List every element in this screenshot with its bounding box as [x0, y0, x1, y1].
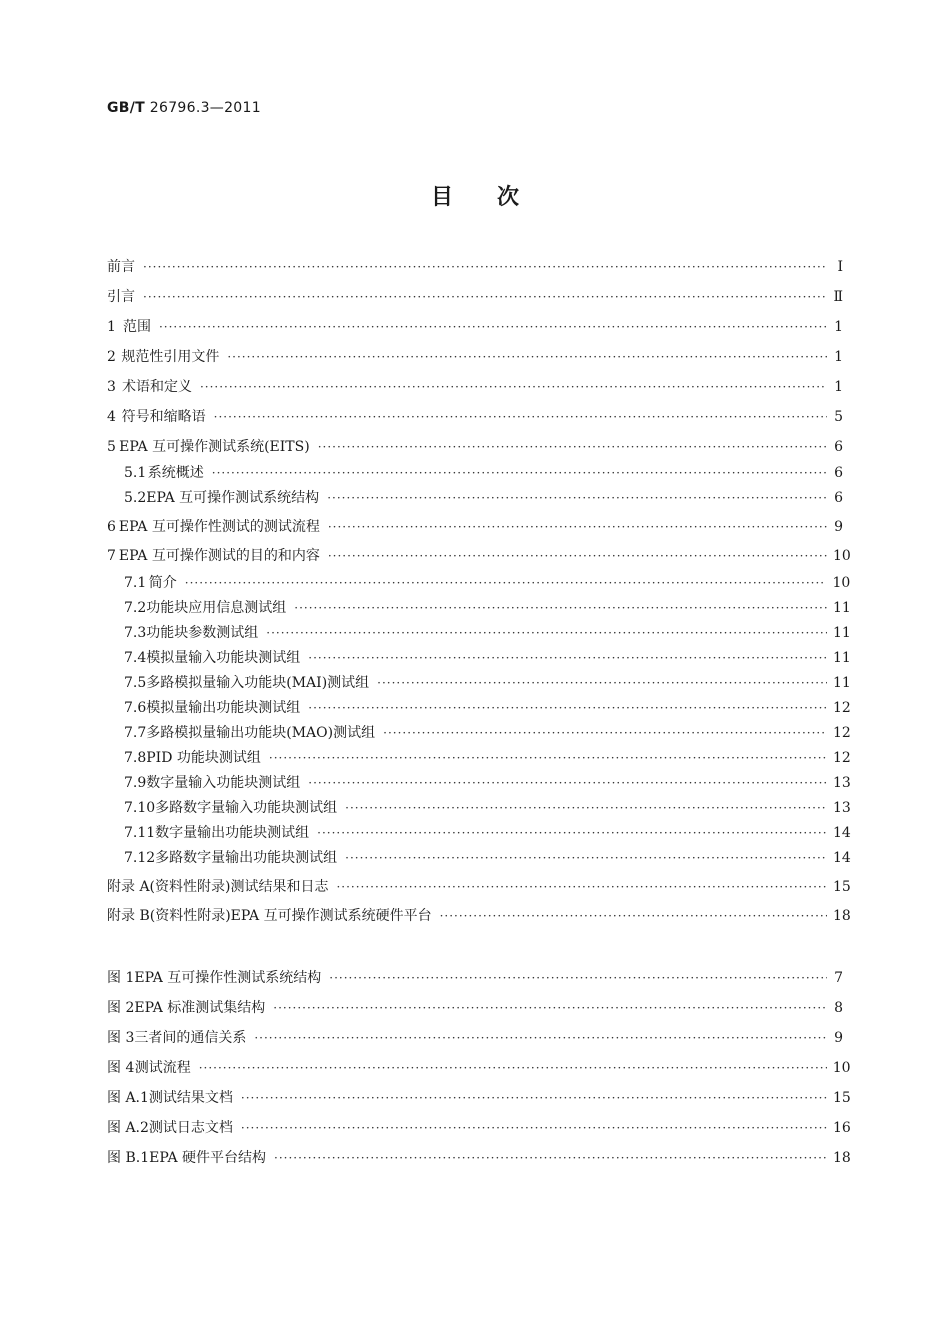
toc-entry-number: 7.2	[124, 600, 147, 616]
toc-entry-page: 6	[834, 465, 843, 481]
toc-entry-number: 7.10	[124, 800, 156, 816]
toc-entry-page: 14	[833, 825, 851, 841]
toc-entry[interactable]	[107, 648, 851, 668]
toc-entry-number: 1	[107, 319, 116, 335]
figure-entry[interactable]	[107, 1118, 851, 1138]
figure-leader-dots	[241, 1088, 827, 1108]
toc-leader-dots	[227, 347, 827, 367]
toc-leader-dots	[345, 798, 827, 818]
toc-leader-dots	[440, 906, 827, 926]
toc-entry[interactable]	[107, 598, 851, 618]
toc-entry-number: 7.9	[124, 775, 147, 791]
toc-leader-dots	[143, 257, 827, 277]
figure-entry[interactable]	[107, 1028, 843, 1048]
toc-entry-number: 4	[107, 409, 116, 425]
toc-entry-label: 范围	[122, 319, 151, 335]
toc-entry-number: 2	[107, 349, 116, 365]
toc-entry[interactable]	[107, 407, 843, 427]
toc-entry-number: 7.1	[124, 575, 147, 591]
toc-leader-dots	[294, 598, 827, 618]
figure-leader-dots	[273, 998, 827, 1018]
toc-entry-label: 引言	[107, 289, 135, 305]
toc-leader-dots	[308, 698, 827, 718]
toc-entry-number: 7.5	[124, 675, 147, 691]
figure-entry[interactable]	[107, 1058, 851, 1078]
toc-entry-page: 12	[833, 700, 851, 716]
toc-entry-label: EPA 互可操作测试系统(EITS)	[119, 439, 310, 455]
toc-entry-label: 数字量输入功能块测试组	[146, 775, 301, 791]
toc-entry-number: 7.8	[124, 750, 147, 766]
toc-leader-dots	[212, 463, 827, 483]
toc-entry-page: 6	[834, 490, 843, 506]
toc-entry[interactable]	[107, 823, 851, 843]
toc-entry-number: 7	[107, 548, 116, 564]
toc-entry-page: 14	[833, 850, 851, 866]
page-title: 目次	[430, 185, 563, 210]
figure-leader-dots	[274, 1148, 827, 1168]
figure-page: 18	[833, 1150, 851, 1166]
toc-entry-label: 功能块参数测试组	[146, 625, 259, 641]
figure-page: 16	[833, 1120, 851, 1136]
toc-entry[interactable]	[107, 287, 843, 307]
figure-entry[interactable]	[107, 968, 843, 988]
figure-label: EPA 互可操作性测试系统结构	[134, 970, 322, 986]
figure-page: 8	[834, 1000, 843, 1016]
figure-leader-dots	[241, 1118, 827, 1138]
toc-leader-dots	[308, 773, 827, 793]
toc-entry-page: 13	[833, 800, 851, 816]
toc-entry-number: 7.12	[124, 850, 156, 866]
toc-entry[interactable]	[107, 488, 843, 508]
toc-entry[interactable]	[107, 437, 843, 457]
toc-entry-label: EPA 互可操作测试系统结构	[146, 490, 320, 506]
toc-entry-label: 多路模拟量输出功能块(MAO)测试组	[146, 725, 376, 741]
figure-page: 15	[833, 1090, 851, 1106]
toc-leader-dots	[317, 823, 827, 843]
figure-number: 图 4	[107, 1060, 135, 1076]
figure-page: 10	[832, 1060, 851, 1076]
standard-prefix: GB/T	[107, 100, 146, 116]
toc-entry[interactable]	[107, 317, 843, 337]
toc-entry[interactable]	[107, 698, 851, 718]
toc-entry-label: 多路数字量输出功能块测试组	[155, 850, 338, 866]
figure-page: 7	[834, 970, 843, 986]
toc-entry-number: 7.3	[124, 625, 147, 641]
figure-leader-dots	[199, 1058, 827, 1078]
figure-number: 图 3	[107, 1030, 135, 1046]
toc-entry[interactable]	[107, 623, 851, 643]
toc-entry-label: 测试结果和日志	[230, 879, 329, 895]
figure-label: 三者间的通信关系	[134, 1030, 247, 1046]
toc-entry-page: Ⅱ	[833, 289, 843, 305]
toc-entry-number: 7.11	[124, 825, 156, 841]
toc-leader-dots	[266, 623, 827, 643]
figure-label: EPA 标准测试集结构	[134, 1000, 266, 1016]
toc-entry-label: EPA 互可操作性测试的测试流程	[118, 519, 320, 535]
toc-entry-page: 1	[834, 379, 843, 395]
toc-entry-label: 前言	[107, 259, 135, 275]
toc-leader-dots	[336, 877, 827, 897]
toc-entry-page: 11	[833, 675, 851, 691]
toc-entry-page: 11	[833, 600, 851, 616]
toc-entry-page: 1	[834, 319, 843, 335]
toc-entry-number: 附录 A(资料性附录)	[107, 879, 231, 895]
toc-entry-page: 6	[834, 439, 843, 455]
toc-entry-page: 13	[833, 775, 851, 791]
toc-leader-dots	[159, 317, 827, 337]
toc-leader-dots	[377, 673, 827, 693]
toc-entry-number: 5.1	[124, 465, 147, 481]
figure-entry[interactable]	[107, 998, 843, 1018]
figure-entry[interactable]	[107, 1148, 851, 1168]
toc-entry-page: 11	[833, 650, 851, 666]
toc-leader-dots	[318, 437, 827, 457]
toc-entry-number: 7.7	[124, 725, 147, 741]
standard-number: 26796.3—2011	[145, 100, 261, 116]
toc-entry-number: 5	[107, 439, 116, 455]
toc-leader-dots	[143, 287, 827, 307]
toc-entry-page: 18	[833, 908, 851, 924]
figure-number: 图 B.1	[107, 1150, 150, 1166]
toc-entry-label: EPA 互可操作测试系统硬件平台	[230, 908, 432, 924]
toc-entry-label: 模拟量输入功能块测试组	[146, 650, 301, 666]
figure-label: 测试流程	[134, 1060, 191, 1076]
toc-entry-label: 数字量输出功能块测试组	[155, 825, 310, 841]
toc-entry-label: 简介	[148, 575, 177, 591]
toc-entry-page: 9	[834, 519, 843, 535]
toc-entry-label: 多路数字量输入功能块测试组	[155, 800, 338, 816]
figure-number: 图 1	[107, 970, 135, 986]
figure-number: 图 A.2	[107, 1120, 149, 1136]
toc-entry[interactable]	[107, 748, 851, 768]
figure-leader-dots	[254, 1028, 827, 1048]
figure-page: 9	[834, 1030, 843, 1046]
toc-leader-dots	[308, 648, 827, 668]
toc-entry-page: 1	[834, 349, 843, 365]
toc-entry-number: 6	[107, 519, 116, 535]
toc-entry-page: 12	[833, 750, 851, 766]
toc-entry-label: 规范性引用文件	[121, 349, 220, 365]
toc-entry-label: PID 功能块测试组	[146, 750, 261, 766]
list-of-figures	[107, 968, 851, 1168]
toc-entry[interactable]	[107, 798, 851, 818]
table-of-contents	[107, 257, 851, 926]
toc-entry-label: 符号和缩略语	[121, 409, 206, 425]
toc-entry[interactable]	[107, 573, 851, 593]
toc-entry[interactable]	[107, 673, 851, 693]
toc-entry[interactable]	[107, 257, 843, 277]
toc-leader-dots	[328, 517, 827, 537]
toc-entry-label: EPA 互可操作测试的目的和内容	[118, 548, 320, 564]
toc-entry-page: 5	[834, 409, 843, 425]
figure-label: 测试日志文档	[148, 1120, 233, 1136]
figure-leader-dots	[329, 968, 827, 988]
toc-entry-label: 功能块应用信息测试组	[146, 600, 287, 616]
toc-leader-dots	[214, 407, 827, 427]
figure-label: EPA 硬件平台结构	[149, 1150, 267, 1166]
toc-entry[interactable]	[107, 377, 843, 397]
toc-entry[interactable]	[107, 906, 851, 926]
toc-entry[interactable]	[107, 463, 843, 483]
figure-entry[interactable]	[107, 1088, 851, 1108]
toc-leader-dots	[383, 723, 827, 743]
toc-entry-label: 系统概述	[147, 465, 204, 481]
toc-leader-dots	[185, 573, 827, 593]
toc-leader-dots	[200, 377, 827, 397]
toc-leader-dots	[328, 546, 827, 566]
figure-number: 图 2	[107, 1000, 135, 1016]
toc-entry[interactable]	[107, 848, 851, 868]
figure-label: 测试结果文档	[148, 1090, 233, 1106]
toc-entry-number: 5.2	[124, 490, 147, 506]
toc-entry-page: Ⅰ	[837, 259, 843, 275]
toc-entry[interactable]	[107, 347, 843, 367]
toc-entry[interactable]	[107, 773, 851, 793]
figure-number: 图 A.1	[107, 1090, 149, 1106]
toc-entry[interactable]	[107, 723, 851, 743]
toc-entry-page: 10	[832, 575, 851, 591]
toc-entry-number: 附录 B(资料性附录)	[107, 908, 231, 924]
toc-leader-dots	[327, 488, 827, 508]
toc-entry-label: 多路模拟量输入功能块(MAI)测试组	[146, 675, 370, 691]
standard-code	[107, 100, 261, 116]
toc-entry-number: 3	[107, 379, 116, 395]
toc-entry[interactable]	[107, 517, 843, 537]
toc-entry-page: 12	[833, 725, 851, 741]
toc-leader-dots	[345, 848, 827, 868]
toc-entry-label: 模拟量输出功能块测试组	[146, 700, 301, 716]
toc-leader-dots	[269, 748, 827, 768]
toc-entry-page: 10	[833, 548, 851, 564]
toc-entry-number: 7.4	[124, 650, 147, 666]
toc-entry-label: 术语和定义	[121, 379, 192, 395]
toc-entry-page: 15	[833, 879, 851, 895]
toc-entry[interactable]	[107, 546, 851, 566]
toc-entry[interactable]	[107, 877, 851, 897]
toc-entry-page: 11	[833, 625, 851, 641]
toc-entry-number: 7.6	[124, 700, 147, 716]
